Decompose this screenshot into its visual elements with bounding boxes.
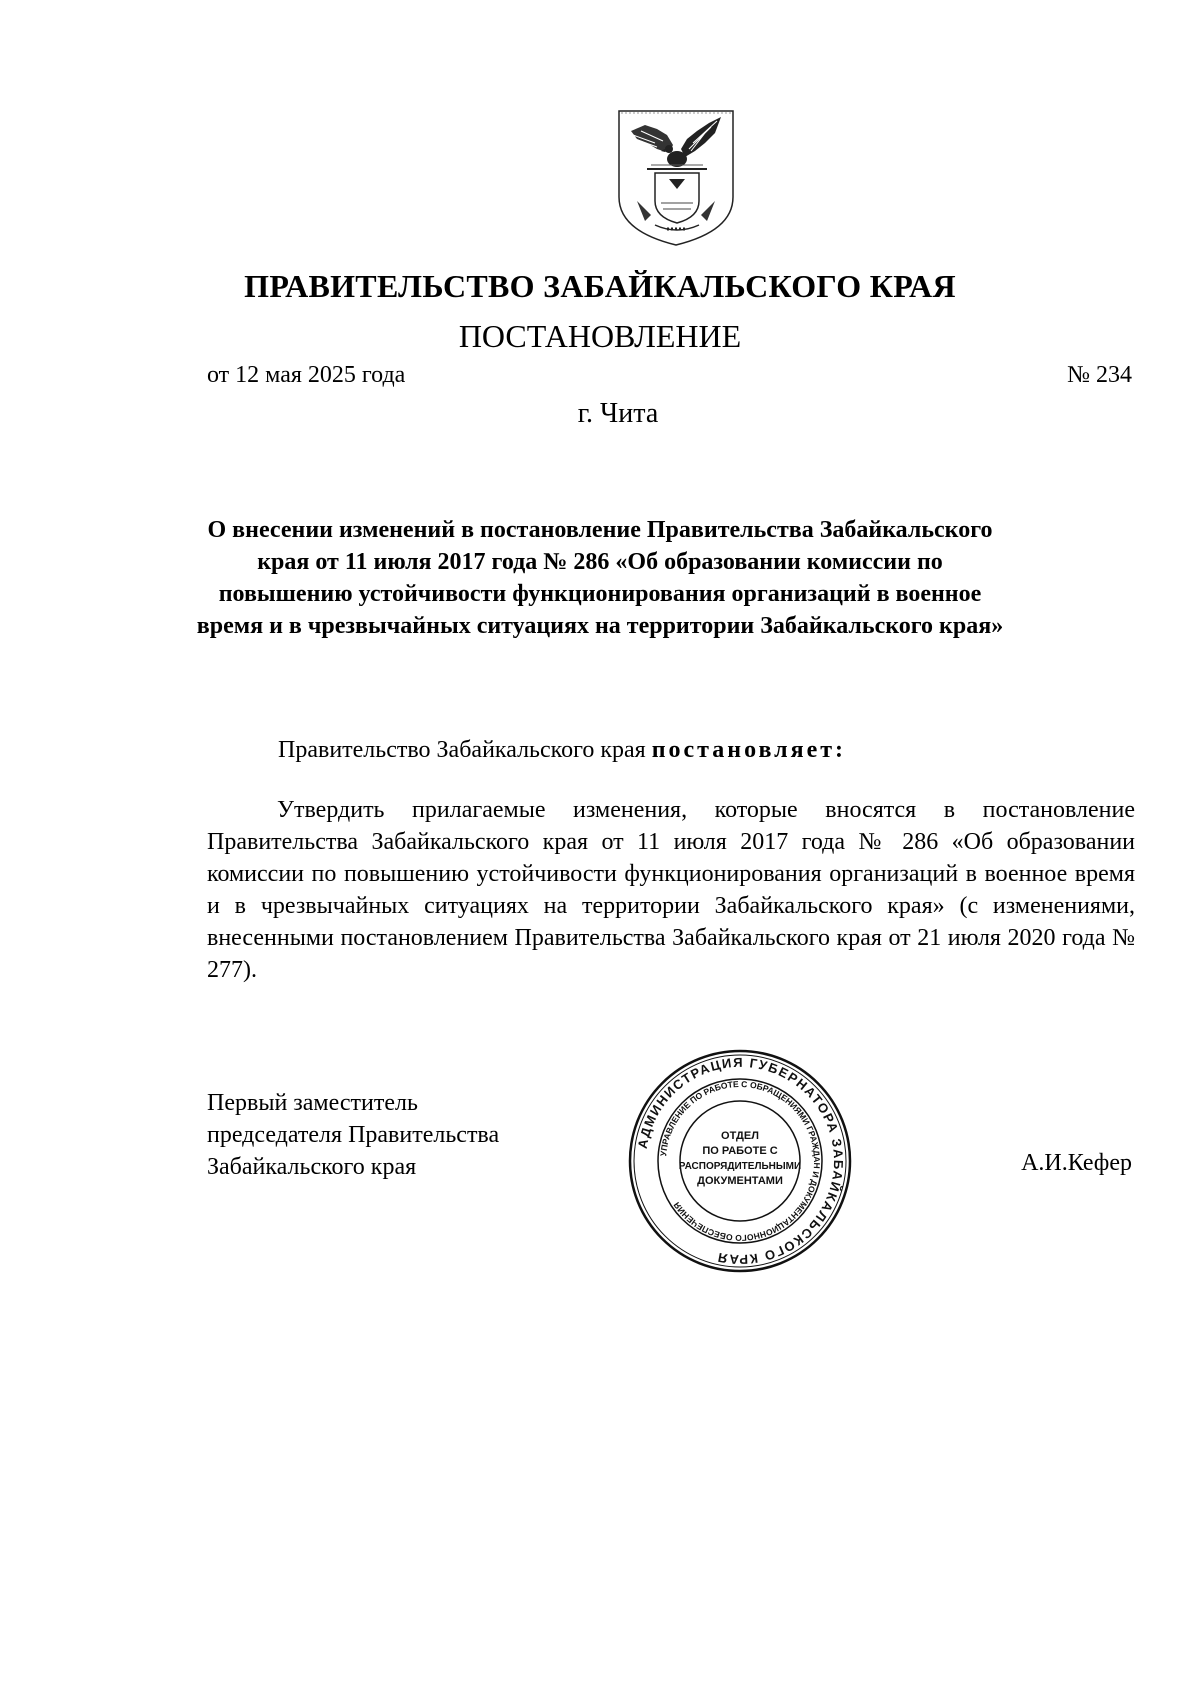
seal-center-line: ДОКУМЕНТАМИ (697, 1175, 783, 1187)
signer-position-line: Забайкальского края (207, 1154, 417, 1180)
document-subject: О внесении изменений в постановление Правительства Забайкальского края от 11 июля 2017 года № 286 «Об образовании комиссии по повышению устойчивости функционирования организаций в военное время и в чрезвычайных ситуациях на территории Забайкальского края» (196, 517, 1004, 639)
signer-position-line: председателя Правительства (207, 1122, 500, 1148)
document-date: от 12 мая 2025 года (207, 362, 406, 388)
preamble-verb: постановляет: (651, 737, 847, 763)
seal-center-line: ОТДЕЛ (721, 1130, 759, 1142)
body-paragraph: Утвердить прилагаемые изменения, которые вносятся в постановление Правительства Забайкальского края от 11 июля 2017 года № 286 «Об образовании комиссии по повышению устойчивости функционирования организаций в военное время и в чрезвычайных ситуациях на территории Забайкальского края» (с изменениями, внесенными постановлением Правительства Забайкальского края от 21 июля 2020 года № 277). (207, 797, 1135, 983)
document-city: г. Чита (577, 398, 659, 429)
government-title: ПРАВИТЕЛЬСТВО ЗАБАЙКАЛЬСКОГО КРАЯ (244, 268, 956, 304)
seal-center-line: ПО РАБОТЕ С (702, 1145, 778, 1157)
signer-position-line: Первый заместитель (207, 1090, 418, 1116)
seal-inner-ring-text: УПРАВЛЕНИЕ ПО РАБОТЕ С ОБРАЩЕНИЯМИ ГРАЖДАН И ДОКУМЕНТАЦИОННОГО ОБЕСПЕЧЕНИЯ (658, 1078, 823, 1244)
official-seal-stamp (624, 1045, 856, 1277)
signer-position (207, 1087, 587, 1183)
coat-of-arms-emblem (611, 105, 741, 247)
preamble-lead: Правительство Забайкальского края (278, 737, 646, 763)
seal-center-line: РАСПОРЯДИТЕЛЬНЫМИ (678, 1161, 802, 1172)
signer-name: А.И.Кефер (1021, 1150, 1132, 1176)
preamble (278, 737, 846, 764)
document-type: ПОСТАНОВЛЕНИЕ (458, 318, 742, 354)
document-number: № 234 (1067, 362, 1132, 388)
seal-outer-ring-text: АДМИНИСТРАЦИЯ ГУБЕРНАТОРА ЗАБАЙКАЛЬСКОГО КРАЯ (634, 1054, 847, 1268)
